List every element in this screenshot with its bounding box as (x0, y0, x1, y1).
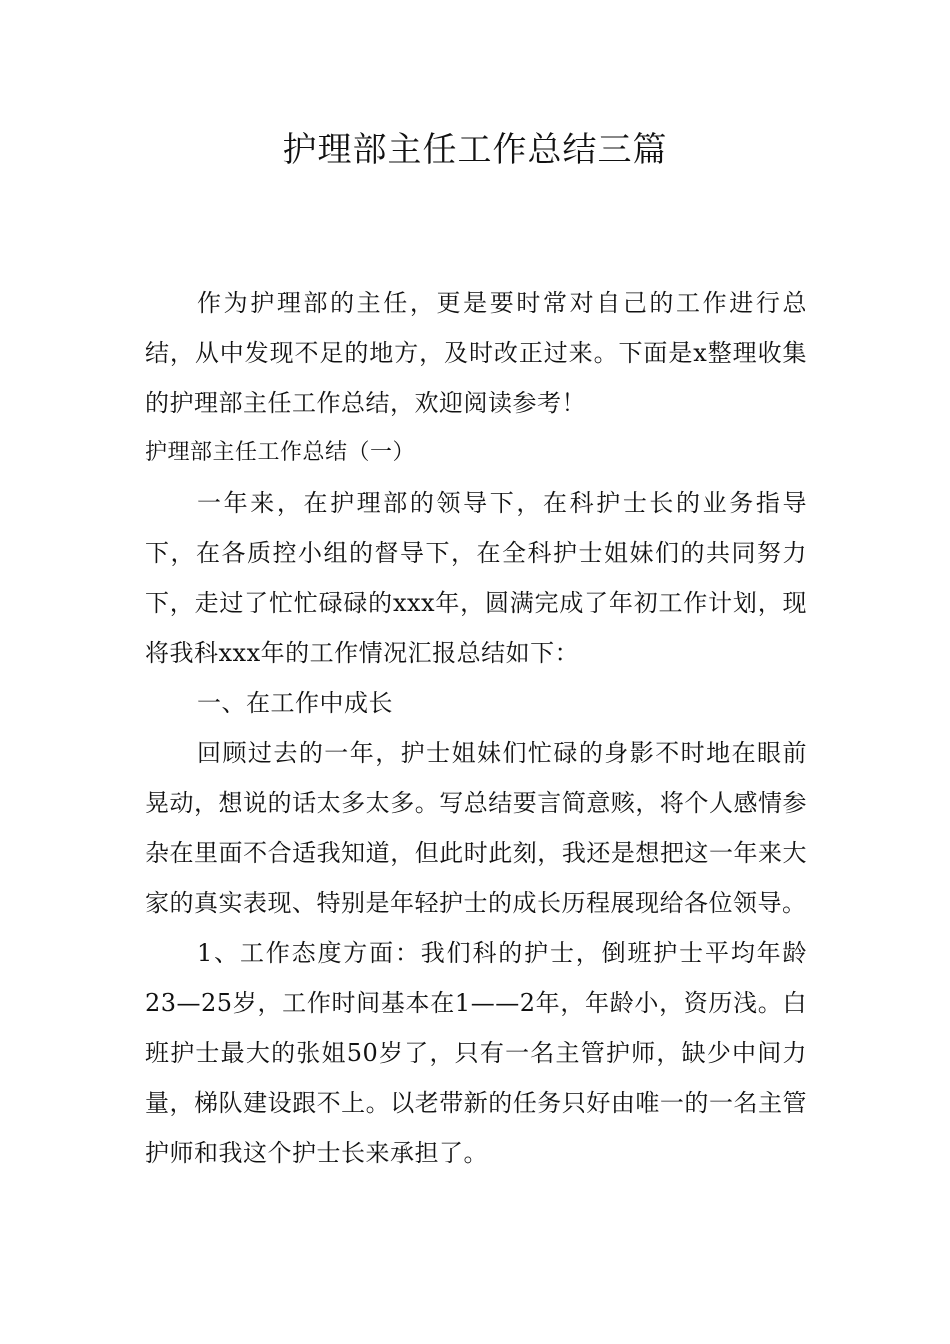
section-heading-growth: 一、在工作中成长 (197, 689, 393, 717)
summary-paragraph: 一年来，在护理部的领导下，在科护士长的业务指导下，在各质控小组的督导下，在全科护士姐妹们的共同努力下，走过了忙忙碌碌的xxx年，圆满完成了年初工作计划，现将我科xxx年的工作情况汇报总结如下： (145, 489, 807, 667)
work-attitude-paragraph: 1、工作态度方面：我们科的护士，倒班护士平均年龄23—25岁，工作时间基本在1——2年，年龄小，资历浅。白班护士最大的张姐50岁了，只有一名主管护师，缺少中间力量，梯队建设跟不上。以老带新的任务只好由唯一的一名主管护师和我这个护士长来承担了。 (145, 939, 807, 1167)
document-title: 护理部主任工作总结三篇 (282, 130, 668, 170)
section-heading-part-one: 护理部主任工作总结（一） (145, 440, 416, 465)
review-paragraph: 回顾过去的一年，护士姐妹们忙碌的身影不时地在眼前晃动，想说的话太多太多。写总结要言简意赅，将个人感情参杂在里面不合适我知道，但此时此刻，我还是想把这一年来大家的真实表现、特别是年轻护士的成长历程展现给各位领导。 (145, 739, 807, 917)
intro-paragraph: 作为护理部的主任，更是要时常对自己的工作进行总结，从中发现不足的地方，及时改正过来。下面是x整理收集的护理部主任工作总结，欢迎阅读参考！ (145, 289, 807, 417)
document-body (145, 278, 807, 1178)
